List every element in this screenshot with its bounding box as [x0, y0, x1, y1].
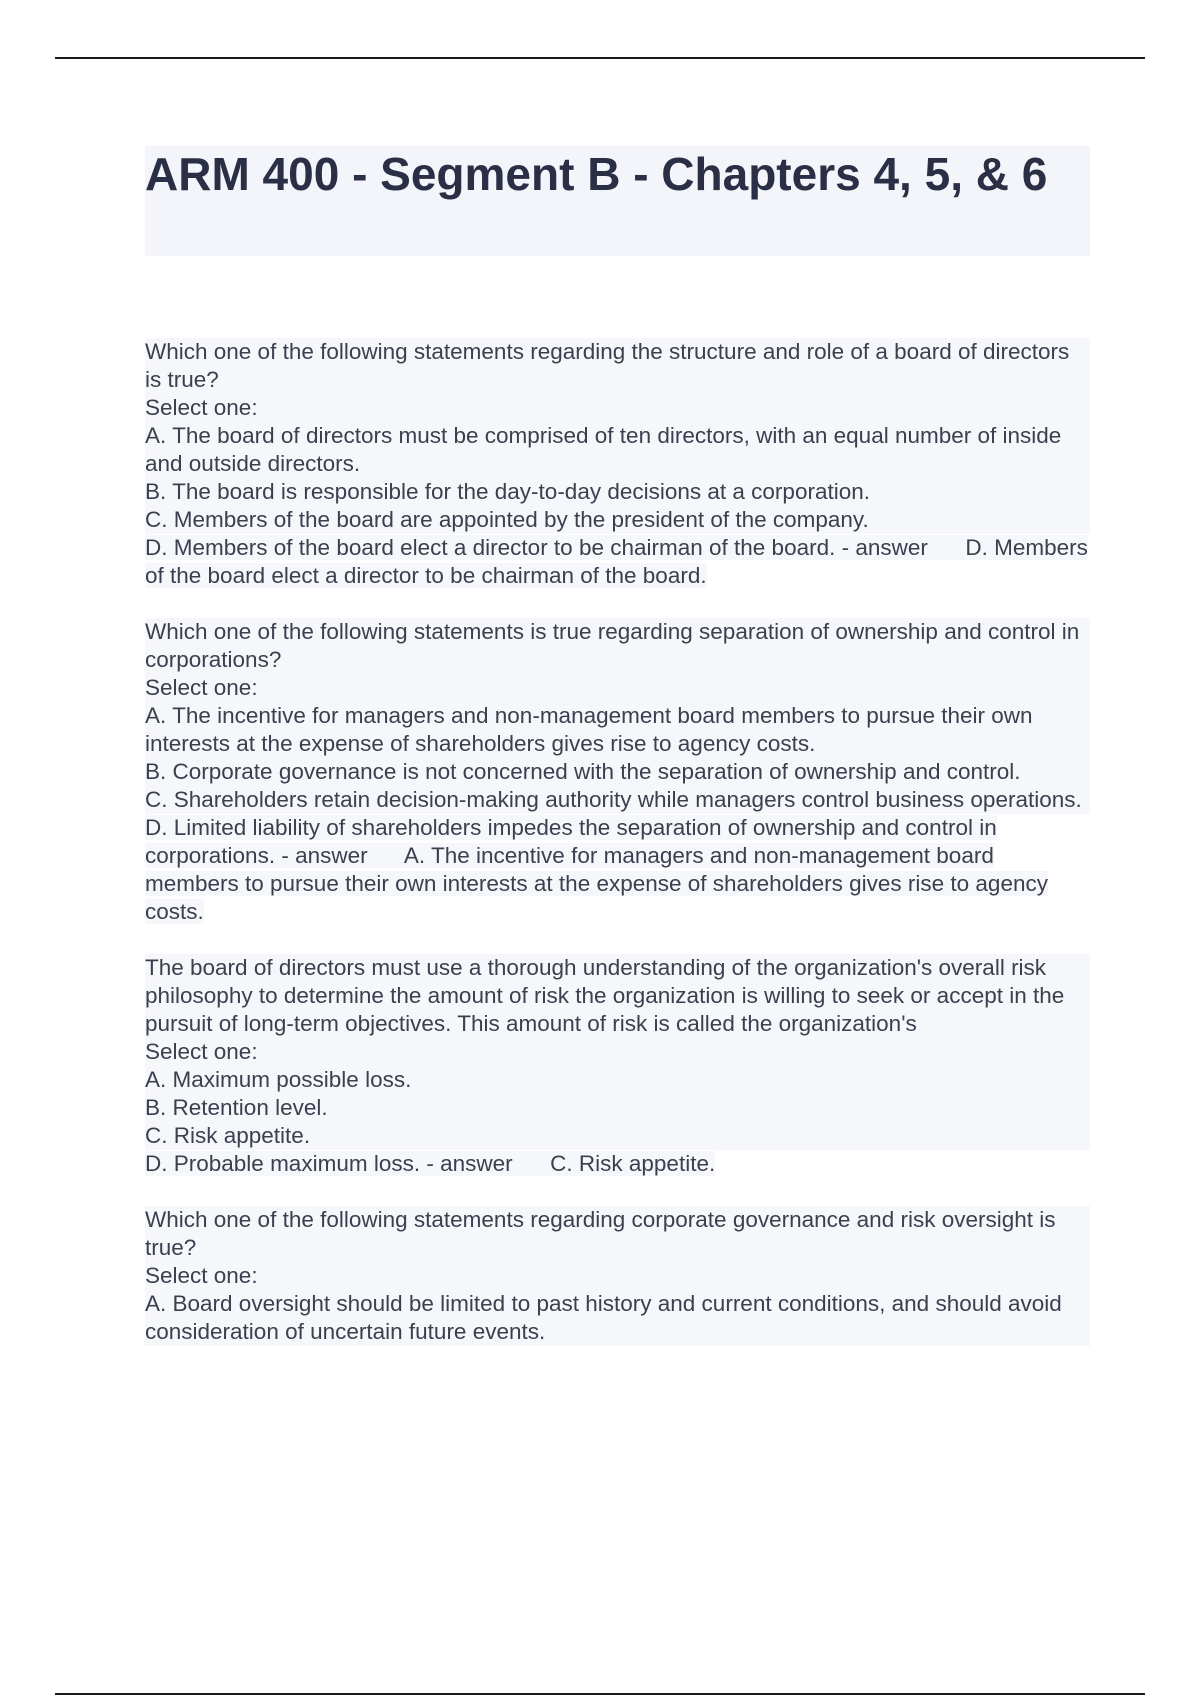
select-prompt: Select one:	[145, 674, 1090, 702]
question-list	[145, 338, 1090, 1374]
question-2	[145, 618, 1090, 926]
answer-text: A. The incentive for managers and non-management board members to pursue their own interests at the expense of shareholders gives rise to agency costs.	[145, 843, 1048, 924]
answer-label: - answer	[275, 843, 368, 868]
option-d-with-answer	[145, 815, 1048, 924]
option-d: D. Members of the board elect a director to be chairman of the board.	[145, 535, 836, 560]
question-1	[145, 338, 1090, 590]
option-d: D. Probable maximum loss.	[145, 1151, 421, 1176]
option-d: D. Limited liability of shareholders impedes the separation of ownership and control in corporations.	[145, 815, 997, 868]
question-text: The board of directors must use a thorough understanding of the organization's overall risk philosophy to determine the amount of risk the organization is willing to seek or accept in the pursuit of long-term objectives. This amount of risk is called the organization's	[145, 954, 1090, 1038]
option-c: C. Risk appetite.	[145, 1122, 1090, 1150]
option-a: A. The incentive for managers and non-management board members to pursue their own interests at the expense of shareholders gives rise to agency costs.	[145, 702, 1090, 758]
option-d-with-answer	[145, 535, 1088, 588]
select-prompt: Select one:	[145, 1262, 1090, 1290]
top-rule	[55, 57, 1145, 59]
question-4	[145, 1206, 1090, 1346]
question-text: Which one of the following statements regarding corporate governance and risk oversight is true?	[145, 1206, 1090, 1262]
answer-text: D. Members of the board elect a director to be chairman of the board.	[145, 535, 1088, 588]
option-d-with-answer	[145, 1151, 715, 1176]
question-text: Which one of the following statements regarding the structure and role of a board of directors is true?	[145, 338, 1090, 394]
option-a: A. Maximum possible loss.	[145, 1066, 1090, 1094]
option-a: A. Board oversight should be limited to past history and current conditions, and should avoid consideration of uncertain future events.	[145, 1290, 1090, 1346]
answer-text: C. Risk appetite.	[550, 1151, 716, 1176]
question-3	[145, 954, 1090, 1178]
select-prompt: Select one:	[145, 1038, 1090, 1066]
question-text: Which one of the following statements is true regarding separation of ownership and control in corporations?	[145, 618, 1090, 674]
option-b: B. The board is responsible for the day-to-day decisions at a corporation.	[145, 478, 1090, 506]
document-title: ARM 400 - Segment B - Chapters 4, 5, & 6	[145, 148, 1048, 200]
title-box	[145, 146, 1090, 256]
bottom-rule	[55, 1693, 1145, 1695]
option-b: B. Retention level.	[145, 1094, 1090, 1122]
answer-label: - answer	[835, 535, 928, 560]
answer-label: - answer	[420, 1151, 513, 1176]
option-c: C. Shareholders retain decision-making authority while managers control business operations.	[145, 786, 1090, 814]
option-b: B. Corporate governance is not concerned with the separation of ownership and control.	[145, 758, 1090, 786]
select-prompt: Select one:	[145, 394, 1090, 422]
option-c: C. Members of the board are appointed by the president of the company.	[145, 506, 1090, 534]
option-a: A. The board of directors must be comprised of ten directors, with an equal number of inside and outside directors.	[145, 422, 1090, 478]
